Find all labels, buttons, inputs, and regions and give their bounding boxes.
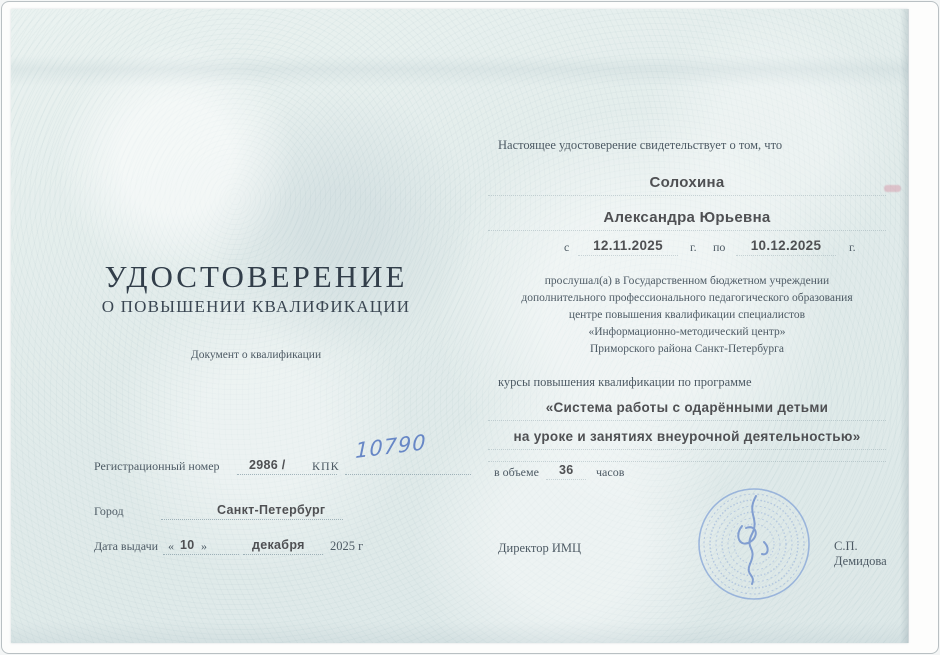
scanned-certificate bbox=[1, 1, 939, 654]
issue-month-underline bbox=[243, 554, 323, 555]
program-underline-1 bbox=[488, 420, 886, 421]
volume-hours-underline bbox=[546, 479, 586, 480]
date-from-underline bbox=[578, 255, 678, 256]
reg-number-underline bbox=[237, 474, 337, 475]
holder-first-name-patronymic: Александра Юрьевна bbox=[603, 209, 771, 226]
volume-hours-value: 36 bbox=[559, 463, 574, 477]
institution-paragraph bbox=[488, 273, 886, 358]
institution-line: Приморского района Санкт-Петербурга bbox=[589, 343, 785, 355]
period-year-abbr-2: г. bbox=[849, 240, 856, 254]
certificate-subtitle: О ПОВЫШЕНИИ КВАЛИФИКАЦИИ bbox=[101, 297, 411, 316]
handwritten-registration-number: 10790 bbox=[355, 430, 427, 463]
institution-line: центре повышения квалификации специалистов bbox=[568, 309, 806, 321]
last-name-underline bbox=[488, 195, 886, 196]
institution-line: дополнительного профессионального педагогического образования bbox=[521, 292, 853, 304]
volume-label: в объеме bbox=[494, 465, 539, 479]
issue-year-value: 2025 г bbox=[330, 539, 364, 553]
seal-signature-stroke bbox=[738, 496, 767, 584]
date-to-underline bbox=[736, 255, 836, 256]
program-title-line2: на уроке и занятиях внеурочной деятельностью» bbox=[513, 429, 861, 444]
issue-day-quote-close: » bbox=[201, 539, 207, 553]
program-underline-3 bbox=[488, 461, 886, 462]
registration-number-label: Регистрационный номер bbox=[94, 459, 220, 473]
serial-smudge bbox=[884, 185, 901, 192]
issue-date-label: Дата выдачи bbox=[94, 539, 159, 553]
course-type-label: курсы повышения квалификации по программе bbox=[498, 375, 752, 389]
certificate-title: УДОСТОВЕРЕНИЕ bbox=[104, 259, 408, 294]
director-name: С.П. Демидова bbox=[834, 539, 887, 568]
issue-day-value: 10 bbox=[180, 538, 195, 552]
program-underline-2 bbox=[488, 449, 886, 450]
registration-number-suffix: КПК bbox=[312, 459, 340, 473]
period-to-label: по bbox=[713, 240, 726, 254]
official-round-seal bbox=[695, 485, 813, 603]
intro-statement: Настоящее удостоверение свидетельствует о том, что bbox=[498, 138, 783, 152]
holder-last-name: Солохина bbox=[649, 174, 725, 191]
registration-number-value: 2986 / bbox=[249, 458, 286, 472]
period-year-abbr-1: г. bbox=[690, 240, 697, 254]
issue-day-underline bbox=[163, 554, 239, 555]
city-label: Город bbox=[94, 504, 124, 518]
program-title-line1: «Система работы с одарёнными детьми bbox=[545, 400, 829, 415]
institution-line: «Информационно-методический центр» bbox=[588, 326, 786, 338]
period-date-to: 10.12.2025 bbox=[750, 238, 822, 253]
director-label: Директор ИМЦ bbox=[498, 541, 582, 555]
issue-month-value: декабря bbox=[252, 538, 305, 552]
reg-handwritten-underline bbox=[345, 474, 471, 475]
document-type-label: Документ о квалификации bbox=[190, 349, 322, 361]
period-date-from: 12.11.2025 bbox=[593, 238, 663, 253]
institution-line: прослушал(а) в Государственном бюджетном учреждении bbox=[544, 275, 830, 287]
certificate-paper bbox=[11, 9, 908, 643]
period-from-label: с bbox=[564, 240, 570, 254]
volume-hours-label: часов bbox=[596, 465, 625, 479]
city-value: Санкт-Петербург bbox=[217, 503, 326, 517]
first-name-underline bbox=[488, 230, 886, 231]
issue-day-quote-open: « bbox=[168, 539, 174, 553]
city-underline bbox=[161, 519, 343, 520]
